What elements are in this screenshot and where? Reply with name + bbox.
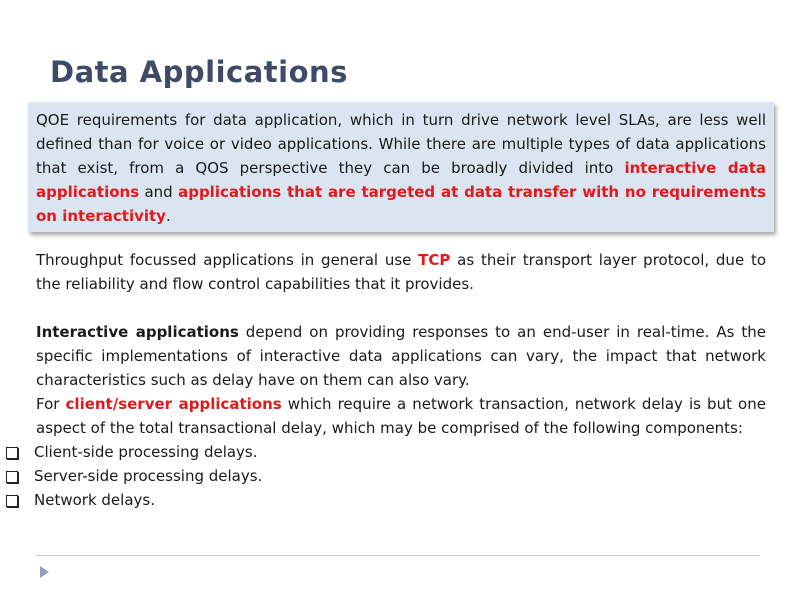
p3-text-2: which require a network transaction, network delay is but one aspect of the total transactional delay, which may be comprised of the following components: <box>36 395 766 437</box>
body-text <box>36 248 766 512</box>
callout-paragraph <box>28 102 774 228</box>
p1-text-2: as their transport layer protocol, due to the reliability and flow control capabilities that it provides. <box>36 251 767 293</box>
checkbox-bullet-icon <box>6 495 18 507</box>
callout-text-1: QOE requirements for data application, which in turn drive network level SLAs, are less well defined than for voice or video applications. While there are multiple types of data applications that exist, from a QOS perspective they can be broadly divided into <box>36 111 766 177</box>
p3-text-1: For <box>36 395 66 413</box>
delay-components-list <box>36 440 766 512</box>
callout-highlight-transfer: applications that are targeted at data transfer with no requirements on interactivity <box>36 183 766 225</box>
list-item <box>4 440 766 464</box>
list-item-text: Network delays. <box>34 491 155 509</box>
tcp-highlight: TCP <box>418 251 451 269</box>
interactive-applications-bold: Interactive applications <box>36 323 239 341</box>
callout-text-3: . <box>165 207 171 225</box>
paragraph-interactive <box>36 320 766 392</box>
paragraph-client-server <box>36 392 766 440</box>
p1-text-1: Throughput focussed applications in general use <box>36 251 419 269</box>
slide-title: Data Applications <box>50 55 348 89</box>
checkbox-bullet-icon <box>6 447 18 459</box>
list-item-text: Client-side processing delays. <box>34 443 258 461</box>
footer-divider <box>36 555 760 556</box>
play-arrow-icon <box>40 566 49 578</box>
callout-box <box>28 102 774 232</box>
list-item <box>4 464 766 488</box>
checkbox-bullet-icon <box>6 471 18 483</box>
callout-text-2: and <box>139 183 179 201</box>
list-item <box>4 488 766 512</box>
p2-text: depend on providing responses to an end-user in real-time. As the specific implementations of interactive data applications can vary, the impact that network characteristics such as delay have on them can also vary. <box>36 323 766 389</box>
callout-highlight-interactive: interactive data applications <box>36 159 766 201</box>
paragraph-gap <box>36 296 766 320</box>
paragraph-throughput <box>36 248 766 296</box>
list-item-text: Server-side processing delays. <box>34 467 263 485</box>
client-server-highlight: client/server applications <box>65 395 282 413</box>
